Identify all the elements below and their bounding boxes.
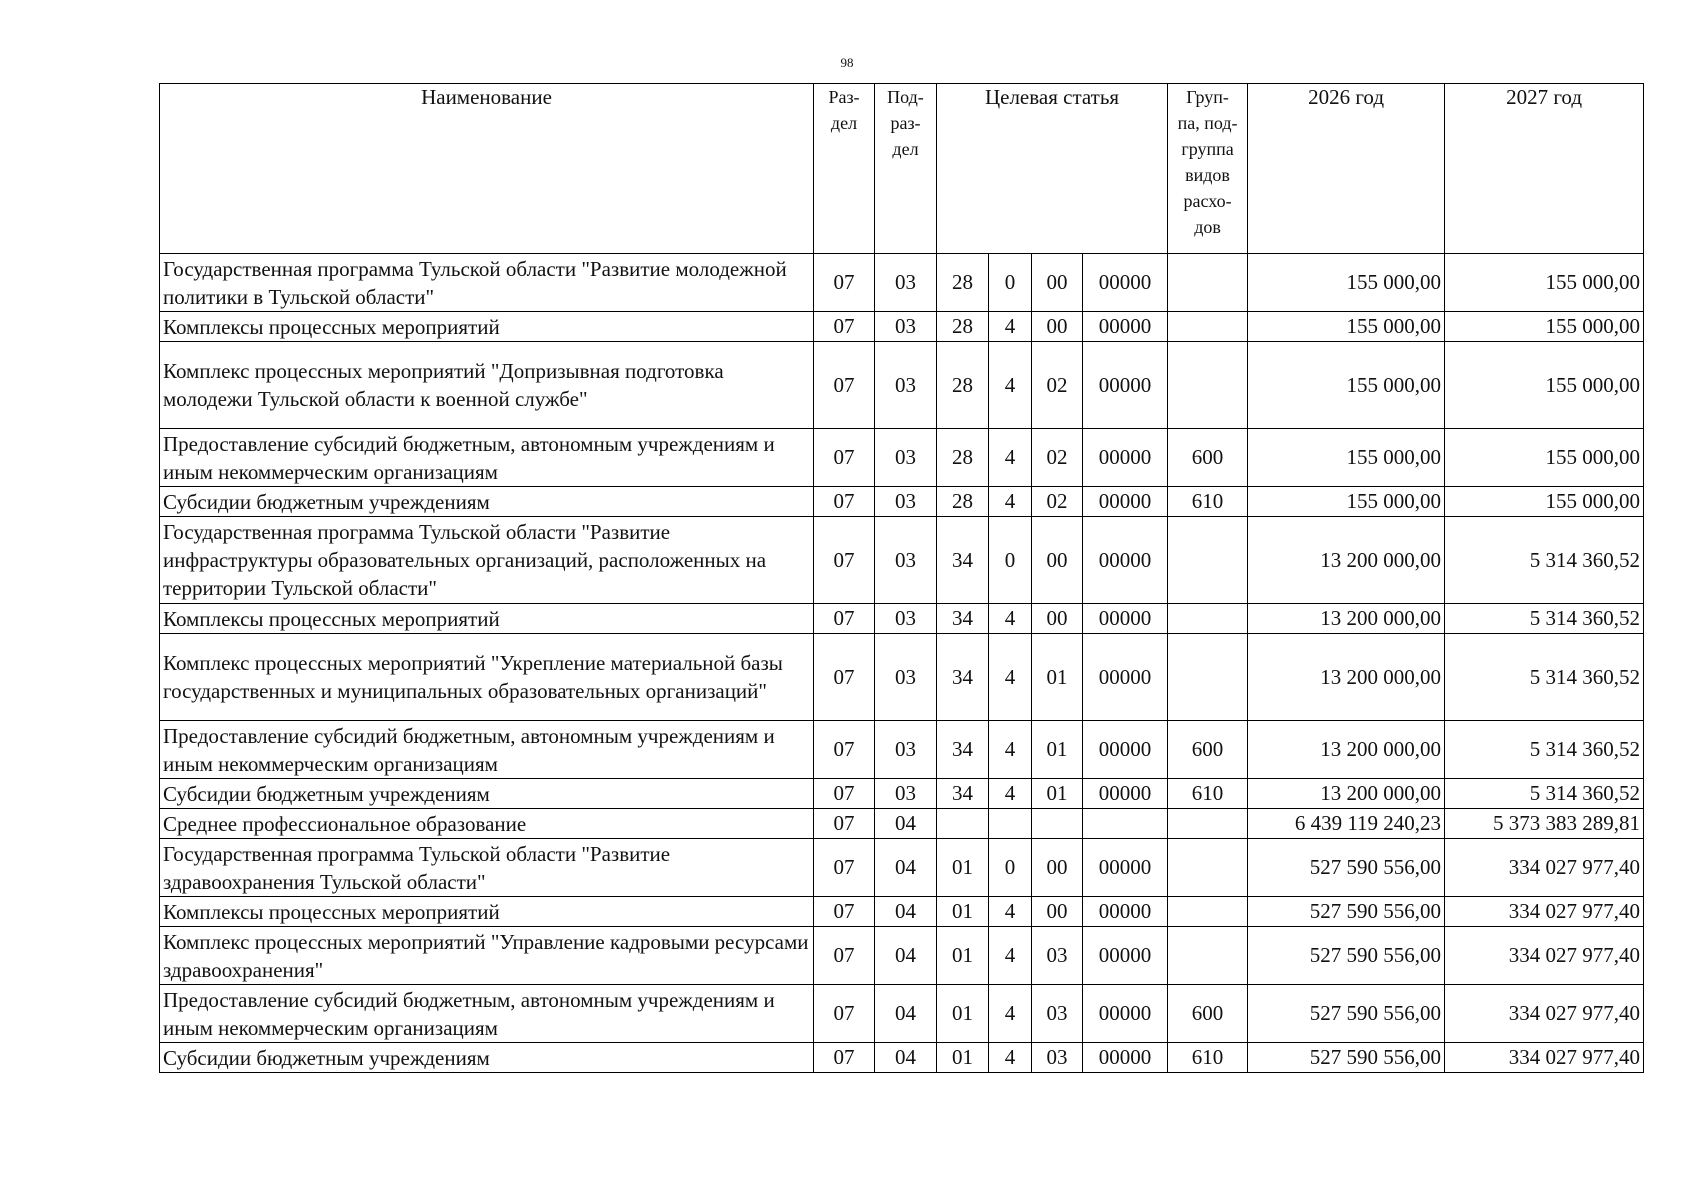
table-row	[160, 809, 1644, 839]
cell-amount-2027: 334 027 977,40	[1445, 927, 1644, 985]
cell-expense-group	[1168, 634, 1248, 721]
cell-expense-group	[1168, 517, 1248, 604]
cell-target-type: 4	[989, 897, 1032, 927]
cell-podrazdel: 04	[875, 809, 937, 839]
table-row	[160, 897, 1644, 927]
cell-target-type: 4	[989, 927, 1032, 985]
cell-target-direction: 00000	[1083, 721, 1168, 779]
cell-target-direction: 00000	[1083, 634, 1168, 721]
cell-razdel: 07	[814, 839, 875, 897]
row-name: Комплекс процессных мероприятий "Допризывная подготовка молодежи Тульской области к военной службе"	[160, 342, 814, 429]
cell-expense-group	[1168, 809, 1248, 839]
cell-target-program: 28	[937, 487, 989, 517]
cell-target-program: 01	[937, 897, 989, 927]
cell-podrazdel: 03	[875, 517, 937, 604]
cell-target-direction: 00000	[1083, 312, 1168, 342]
header-group-line: расхо-	[1183, 191, 1232, 211]
cell-amount-2026: 527 590 556,00	[1248, 897, 1445, 927]
row-name: Государственная программа Тульской области "Развитие здравоохранения Тульской области"	[160, 839, 814, 897]
page-number: 98	[840, 55, 854, 70]
cell-amount-2026: 155 000,00	[1248, 429, 1445, 487]
table-row	[160, 604, 1644, 634]
cell-amount-2027: 334 027 977,40	[1445, 1043, 1644, 1073]
cell-amount-2027: 334 027 977,40	[1445, 985, 1644, 1043]
header-group-line: группа	[1181, 139, 1234, 159]
cell-expense-group	[1168, 342, 1248, 429]
cell-target-program: 34	[937, 604, 989, 634]
row-name: Комплексы процессных мероприятий	[160, 604, 814, 634]
cell-amount-2027: 155 000,00	[1445, 342, 1644, 429]
row-name: Субсидии бюджетным учреждениям	[160, 487, 814, 517]
cell-amount-2027: 155 000,00	[1445, 429, 1644, 487]
cell-target-direction	[1083, 809, 1168, 839]
cell-amount-2027: 155 000,00	[1445, 254, 1644, 312]
table-row	[160, 985, 1644, 1043]
table-row	[160, 429, 1644, 487]
cell-target-element: 03	[1032, 1043, 1083, 1073]
cell-amount-2026: 155 000,00	[1248, 487, 1445, 517]
cell-razdel: 07	[814, 604, 875, 634]
cell-podrazdel: 03	[875, 634, 937, 721]
cell-target-type: 4	[989, 487, 1032, 517]
cell-target-element: 00	[1032, 254, 1083, 312]
cell-podrazdel: 03	[875, 342, 937, 429]
row-name: Предоставление субсидий бюджетным, автономным учреждениям и иным некоммерческим организациям	[160, 429, 814, 487]
cell-target-element: 01	[1032, 779, 1083, 809]
table-row	[160, 721, 1644, 779]
cell-podrazdel: 04	[875, 1043, 937, 1073]
cell-target-element: 00	[1032, 604, 1083, 634]
cell-amount-2026: 13 200 000,00	[1248, 517, 1445, 604]
cell-amount-2027: 5 373 383 289,81	[1445, 809, 1644, 839]
cell-target-element: 01	[1032, 721, 1083, 779]
cell-target-element: 00	[1032, 517, 1083, 604]
cell-target-direction: 00000	[1083, 517, 1168, 604]
cell-amount-2027: 5 314 360,52	[1445, 517, 1644, 604]
row-name: Среднее профессиональное образование	[160, 809, 814, 839]
table-row	[160, 487, 1644, 517]
header-target-article: Целевая статья	[937, 84, 1168, 254]
table-row	[160, 342, 1644, 429]
row-name: Предоставление субсидий бюджетным, автономным учреждениям и иным некоммерческим организациям	[160, 985, 814, 1043]
table-header-row	[160, 84, 1644, 254]
cell-amount-2027: 155 000,00	[1445, 312, 1644, 342]
cell-podrazdel: 03	[875, 429, 937, 487]
cell-target-program: 28	[937, 254, 989, 312]
cell-amount-2027: 5 314 360,52	[1445, 604, 1644, 634]
cell-target-type: 0	[989, 839, 1032, 897]
cell-amount-2026: 6 439 119 240,23	[1248, 809, 1445, 839]
cell-target-direction: 00000	[1083, 429, 1168, 487]
cell-podrazdel: 03	[875, 721, 937, 779]
cell-razdel: 07	[814, 985, 875, 1043]
cell-razdel: 07	[814, 342, 875, 429]
cell-amount-2026: 13 200 000,00	[1248, 779, 1445, 809]
cell-target-element: 00	[1032, 897, 1083, 927]
table-row	[160, 634, 1644, 721]
cell-target-element: 00	[1032, 839, 1083, 897]
cell-expense-group	[1168, 839, 1248, 897]
cell-target-direction: 00000	[1083, 927, 1168, 985]
cell-target-direction: 00000	[1083, 779, 1168, 809]
header-group-line: видов	[1185, 165, 1230, 185]
row-name: Комплекс процессных мероприятий "Управление кадровыми ресурсами здравоохранения"	[160, 927, 814, 985]
cell-target-direction: 00000	[1083, 985, 1168, 1043]
cell-expense-group: 610	[1168, 779, 1248, 809]
cell-amount-2027: 5 314 360,52	[1445, 779, 1644, 809]
header-name: Наименование	[160, 84, 814, 254]
table-row	[160, 779, 1644, 809]
cell-target-type: 4	[989, 1043, 1032, 1073]
cell-target-type: 4	[989, 779, 1032, 809]
cell-razdel: 07	[814, 897, 875, 927]
cell-podrazdel: 03	[875, 604, 937, 634]
cell-target-element: 03	[1032, 985, 1083, 1043]
cell-razdel: 07	[814, 721, 875, 779]
cell-expense-group	[1168, 604, 1248, 634]
cell-amount-2026: 155 000,00	[1248, 254, 1445, 312]
header-podrazdel-line: дел	[892, 139, 919, 159]
cell-target-type: 4	[989, 721, 1032, 779]
cell-target-program	[937, 809, 989, 839]
cell-razdel: 07	[814, 254, 875, 312]
cell-target-program: 01	[937, 927, 989, 985]
cell-podrazdel: 04	[875, 927, 937, 985]
cell-target-element: 01	[1032, 634, 1083, 721]
row-name: Субсидии бюджетным учреждениям	[160, 1043, 814, 1073]
cell-expense-group: 610	[1168, 487, 1248, 517]
cell-target-type: 4	[989, 342, 1032, 429]
header-group-line: дов	[1194, 217, 1221, 237]
row-name: Государственная программа Тульской области "Развитие инфраструктуры образовательных организаций, расположенных на территории Тульской области"	[160, 517, 814, 604]
header-podrazdel-line: раз-	[890, 113, 921, 133]
header-year-2027: 2027 год	[1445, 84, 1644, 254]
cell-target-element: 03	[1032, 927, 1083, 985]
cell-amount-2027: 5 314 360,52	[1445, 634, 1644, 721]
cell-target-element: 02	[1032, 487, 1083, 517]
cell-target-program: 34	[937, 779, 989, 809]
cell-target-program: 34	[937, 634, 989, 721]
table-body	[160, 254, 1644, 1073]
row-name: Субсидии бюджетным учреждениям	[160, 779, 814, 809]
cell-amount-2026: 13 200 000,00	[1248, 604, 1445, 634]
cell-amount-2027: 5 314 360,52	[1445, 721, 1644, 779]
cell-target-program: 01	[937, 985, 989, 1043]
cell-amount-2026: 155 000,00	[1248, 312, 1445, 342]
header-expense-group	[1168, 84, 1248, 254]
cell-target-type: 0	[989, 517, 1032, 604]
cell-razdel: 07	[814, 1043, 875, 1073]
header-group-line: па, под-	[1177, 113, 1238, 133]
cell-podrazdel: 03	[875, 312, 937, 342]
row-name: Комплекс процессных мероприятий "Укрепление материальной базы государственных и муниципальных образовательных организаций"	[160, 634, 814, 721]
cell-expense-group: 600	[1168, 429, 1248, 487]
cell-expense-group	[1168, 897, 1248, 927]
cell-target-direction: 00000	[1083, 897, 1168, 927]
cell-target-program: 01	[937, 839, 989, 897]
budget-table	[159, 83, 1644, 1073]
cell-podrazdel: 03	[875, 254, 937, 312]
header-year-2026: 2026 год	[1248, 84, 1445, 254]
cell-target-program: 34	[937, 517, 989, 604]
row-name: Государственная программа Тульской области "Развитие молодежной политики в Тульской области"	[160, 254, 814, 312]
cell-amount-2026: 155 000,00	[1248, 342, 1445, 429]
cell-expense-group	[1168, 312, 1248, 342]
cell-amount-2026: 527 590 556,00	[1248, 927, 1445, 985]
cell-target-type: 4	[989, 312, 1032, 342]
cell-amount-2027: 334 027 977,40	[1445, 897, 1644, 927]
cell-podrazdel: 04	[875, 985, 937, 1043]
row-name: Комплексы процессных мероприятий	[160, 897, 814, 927]
cell-target-type	[989, 809, 1032, 839]
cell-amount-2027: 155 000,00	[1445, 487, 1644, 517]
table-row	[160, 517, 1644, 604]
header-razdel	[814, 84, 875, 254]
cell-podrazdel: 04	[875, 839, 937, 897]
cell-target-type: 0	[989, 254, 1032, 312]
cell-target-program: 01	[937, 1043, 989, 1073]
cell-amount-2026: 13 200 000,00	[1248, 634, 1445, 721]
cell-target-type: 4	[989, 604, 1032, 634]
cell-razdel: 07	[814, 809, 875, 839]
header-razdel-line: Раз-	[828, 87, 860, 107]
cell-target-program: 28	[937, 429, 989, 487]
cell-target-direction: 00000	[1083, 604, 1168, 634]
cell-target-direction: 00000	[1083, 487, 1168, 517]
cell-amount-2027: 334 027 977,40	[1445, 839, 1644, 897]
cell-podrazdel: 03	[875, 779, 937, 809]
cell-target-direction: 00000	[1083, 254, 1168, 312]
cell-target-type: 4	[989, 634, 1032, 721]
header-podrazdel-line: Под-	[887, 87, 924, 107]
cell-amount-2026: 13 200 000,00	[1248, 721, 1445, 779]
row-name: Комплексы процессных мероприятий	[160, 312, 814, 342]
cell-podrazdel: 03	[875, 487, 937, 517]
cell-target-program: 28	[937, 312, 989, 342]
cell-amount-2026: 527 590 556,00	[1248, 985, 1445, 1043]
cell-target-direction: 00000	[1083, 1043, 1168, 1073]
cell-target-program: 34	[937, 721, 989, 779]
cell-target-element: 02	[1032, 342, 1083, 429]
row-name: Предоставление субсидий бюджетным, автономным учреждениям и иным некоммерческим организациям	[160, 721, 814, 779]
cell-expense-group: 600	[1168, 721, 1248, 779]
cell-expense-group	[1168, 254, 1248, 312]
cell-expense-group: 610	[1168, 1043, 1248, 1073]
table-row	[160, 839, 1644, 897]
table-row	[160, 312, 1644, 342]
cell-razdel: 07	[814, 634, 875, 721]
header-group-line: Груп-	[1186, 87, 1229, 107]
cell-expense-group: 600	[1168, 985, 1248, 1043]
cell-target-type: 4	[989, 985, 1032, 1043]
cell-razdel: 07	[814, 429, 875, 487]
cell-target-direction: 00000	[1083, 839, 1168, 897]
cell-amount-2026: 527 590 556,00	[1248, 839, 1445, 897]
cell-target-type: 4	[989, 429, 1032, 487]
cell-target-direction: 00000	[1083, 342, 1168, 429]
table-row	[160, 927, 1644, 985]
cell-target-element: 00	[1032, 312, 1083, 342]
cell-razdel: 07	[814, 517, 875, 604]
cell-razdel: 07	[814, 779, 875, 809]
header-podrazdel	[875, 84, 937, 254]
cell-target-program: 28	[937, 342, 989, 429]
cell-razdel: 07	[814, 487, 875, 517]
cell-razdel: 07	[814, 927, 875, 985]
cell-expense-group	[1168, 927, 1248, 985]
cell-target-element: 02	[1032, 429, 1083, 487]
cell-podrazdel: 04	[875, 897, 937, 927]
table-row	[160, 1043, 1644, 1073]
table-row	[160, 254, 1644, 312]
header-razdel-line: дел	[830, 113, 858, 133]
cell-razdel: 07	[814, 312, 875, 342]
cell-target-element	[1032, 809, 1083, 839]
cell-amount-2026: 527 590 556,00	[1248, 1043, 1445, 1073]
